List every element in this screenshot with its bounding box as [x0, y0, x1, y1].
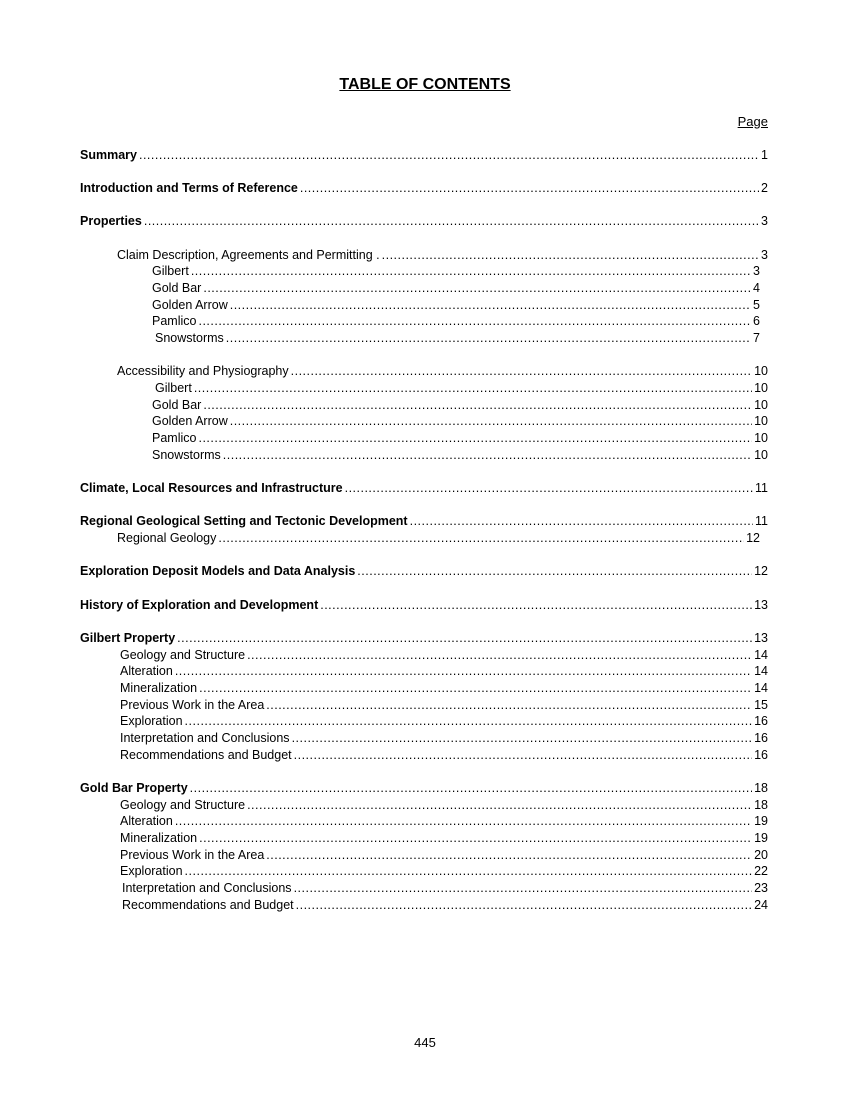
footer-page-number: 445 — [414, 1035, 436, 1050]
toc-entry-label: Geology and Structure — [120, 648, 246, 662]
dot-leader — [203, 280, 751, 296]
toc-entry-label: Properties — [80, 214, 142, 228]
toc-entry-page: 1 — [761, 148, 768, 162]
toc-entry-page: 10 — [754, 448, 768, 462]
toc-entry — [120, 647, 768, 663]
toc-entry — [120, 847, 768, 863]
toc-entry — [120, 663, 768, 679]
toc-entry — [80, 780, 768, 796]
toc-entry-page: 19 — [754, 831, 768, 845]
toc-entry-page: 14 — [754, 681, 768, 695]
toc-entry-page: 18 — [754, 798, 768, 812]
toc-entry — [120, 813, 768, 829]
toc-entry — [117, 247, 768, 263]
toc-title — [0, 76, 850, 94]
toc-entry — [80, 563, 768, 579]
toc-entry-label: Regional Geology — [117, 531, 217, 545]
toc-entry-page: 24 — [754, 898, 768, 912]
toc-entry — [117, 530, 760, 546]
dot-leader — [247, 797, 752, 813]
toc-entry — [120, 797, 768, 813]
toc-entry-label: Snowstorms — [155, 331, 224, 345]
toc-title-text: TABLE OF CONTENTS — [339, 76, 511, 93]
toc-entry — [120, 697, 768, 713]
toc-entry-label: Interpretation and Conclusions — [122, 881, 292, 895]
toc-entry-label: Mineralization — [120, 681, 198, 695]
toc-entry-page: 2 — [761, 181, 768, 195]
toc-entry-label: Golden Arrow — [152, 298, 228, 312]
toc-entry — [122, 880, 768, 896]
toc-entry-page: 16 — [754, 714, 768, 728]
toc-entry-label: Exploration — [120, 864, 183, 878]
toc-entry — [80, 630, 768, 646]
toc-entry-label: Previous Work in the Area — [120, 848, 265, 862]
toc-entry — [152, 280, 760, 296]
toc-entry-label: Alteration — [120, 814, 173, 828]
toc-entry — [152, 263, 760, 279]
toc-entry — [80, 180, 768, 196]
toc-entry-label: Pamlico — [152, 314, 197, 328]
dot-leader — [292, 730, 753, 746]
toc-entry-page: 5 — [753, 298, 760, 312]
dot-leader — [194, 380, 752, 396]
dot-leader — [320, 597, 752, 613]
toc-entry-page: 3 — [761, 248, 768, 262]
toc-entry — [122, 897, 768, 913]
dot-leader — [266, 847, 752, 863]
toc-entry — [152, 413, 768, 429]
dot-leader — [345, 480, 753, 496]
toc-entry — [80, 213, 768, 229]
toc-entry-page: 20 — [754, 848, 768, 862]
dot-leader — [296, 897, 752, 913]
toc-entry-page: 4 — [753, 281, 760, 295]
toc-entry — [120, 713, 768, 729]
toc-entry — [152, 397, 768, 413]
toc-entry-page: 14 — [754, 664, 768, 678]
dot-leader — [300, 180, 759, 196]
toc-entry-page: 10 — [754, 364, 768, 378]
toc-entry — [80, 513, 768, 529]
toc-entry-label: Pamlico — [152, 431, 197, 445]
toc-entry-page: 14 — [754, 648, 768, 662]
toc-entry-label: Mineralization — [120, 831, 198, 845]
toc-entry-page: 16 — [754, 731, 768, 745]
toc-entry-page: 12 — [746, 531, 760, 545]
toc-entry — [120, 830, 768, 846]
toc-entry-label: Summary — [80, 148, 137, 162]
toc-entry-page: 11 — [755, 514, 768, 528]
toc-entry-label: Regional Geological Setting and Tectonic Development — [80, 514, 408, 528]
toc-entry-label: Recommendations and Budget — [122, 898, 294, 912]
dot-leader — [185, 863, 753, 879]
dot-leader — [203, 397, 752, 413]
toc-entry-page: 10 — [754, 431, 768, 445]
toc-entry-label: Alteration — [120, 664, 173, 678]
dot-leader — [175, 813, 752, 829]
dot-leader — [226, 330, 751, 346]
toc-entry-label: Gilbert Property — [80, 631, 176, 645]
toc-entry — [152, 430, 768, 446]
toc-entry-label: Gold Bar Property — [80, 781, 188, 795]
toc-entry-page: 23 — [754, 881, 768, 895]
dot-leader — [199, 680, 752, 696]
toc-entry-label: Climate, Local Resources and Infrastructure — [80, 481, 343, 495]
toc-entry — [155, 380, 768, 396]
toc-entry-page: 18 — [754, 781, 768, 795]
toc-entry-label: Gold Bar — [152, 281, 202, 295]
toc-entry-page: 16 — [754, 748, 768, 762]
toc-entry-label: History of Exploration and Development — [80, 598, 319, 612]
toc-entry-page: 22 — [754, 864, 768, 878]
toc-entry-label: Golden Arrow — [152, 414, 228, 428]
toc-entry — [120, 730, 768, 746]
toc-entry-page: 13 — [754, 598, 768, 612]
dot-leader — [266, 697, 752, 713]
toc-entry-page: 3 — [753, 264, 760, 278]
dot-leader — [382, 247, 759, 263]
toc-entry — [120, 863, 768, 879]
dot-leader — [199, 830, 752, 846]
page-column-heading: Page — [737, 114, 768, 129]
dot-leader — [291, 363, 752, 379]
dot-leader — [223, 447, 752, 463]
toc-entry-label: Gilbert — [152, 264, 189, 278]
toc-entry-page: 7 — [753, 331, 760, 345]
dot-leader — [247, 647, 752, 663]
toc-entry — [80, 147, 768, 163]
toc-entry-label: Claim Description, Agreements and Permitting . — [117, 248, 380, 262]
toc-entry-page: 10 — [754, 381, 768, 395]
dot-leader — [139, 147, 759, 163]
toc-entry-label: Gold Bar — [152, 398, 202, 412]
dot-leader — [218, 530, 744, 546]
toc-entry-label: Accessibility and Physiography — [117, 364, 289, 378]
toc-entry-label: Snowstorms — [152, 448, 221, 462]
dot-leader — [410, 513, 753, 529]
toc-entry-page: 15 — [754, 698, 768, 712]
toc-entry-label: Introduction and Terms of Reference — [80, 181, 298, 195]
dot-leader — [198, 430, 752, 446]
toc-entry — [152, 297, 760, 313]
dot-leader — [144, 213, 759, 229]
toc-entry — [152, 313, 760, 329]
toc-entry-page: 10 — [754, 398, 768, 412]
dot-leader — [198, 313, 751, 329]
dot-leader — [191, 263, 751, 279]
toc-entry-page: 10 — [754, 414, 768, 428]
toc-entry-label: Exploration — [120, 714, 183, 728]
dot-leader — [175, 663, 752, 679]
toc-entry-label: Exploration Deposit Models and Data Analysis — [80, 564, 356, 578]
toc-entry — [120, 747, 768, 763]
toc-entry-page: 12 — [754, 564, 768, 578]
dot-leader — [357, 563, 752, 579]
toc-entry — [80, 597, 768, 613]
toc-entry-page: 11 — [755, 481, 768, 495]
dot-leader — [230, 297, 751, 313]
toc-entry-label: Interpretation and Conclusions — [120, 731, 290, 745]
toc-entry-label: Geology and Structure — [120, 798, 246, 812]
toc-entry — [80, 480, 768, 496]
dot-leader — [230, 413, 752, 429]
toc-entry — [120, 680, 768, 696]
dot-leader — [177, 630, 752, 646]
toc-entry-page: 19 — [754, 814, 768, 828]
toc-entry-page: 6 — [753, 314, 760, 328]
toc-entry-label: Recommendations and Budget — [120, 748, 292, 762]
toc-entry-page: 13 — [754, 631, 768, 645]
dot-leader — [185, 713, 753, 729]
dot-leader — [294, 747, 752, 763]
toc-entry — [155, 330, 760, 346]
toc-entry-label: Gilbert — [155, 381, 192, 395]
toc-entry — [117, 363, 768, 379]
toc-entry — [152, 447, 768, 463]
dot-leader — [294, 880, 753, 896]
dot-leader — [190, 780, 752, 796]
toc-entry-label: Previous Work in the Area — [120, 698, 265, 712]
toc-entry-page: 3 — [761, 214, 768, 228]
